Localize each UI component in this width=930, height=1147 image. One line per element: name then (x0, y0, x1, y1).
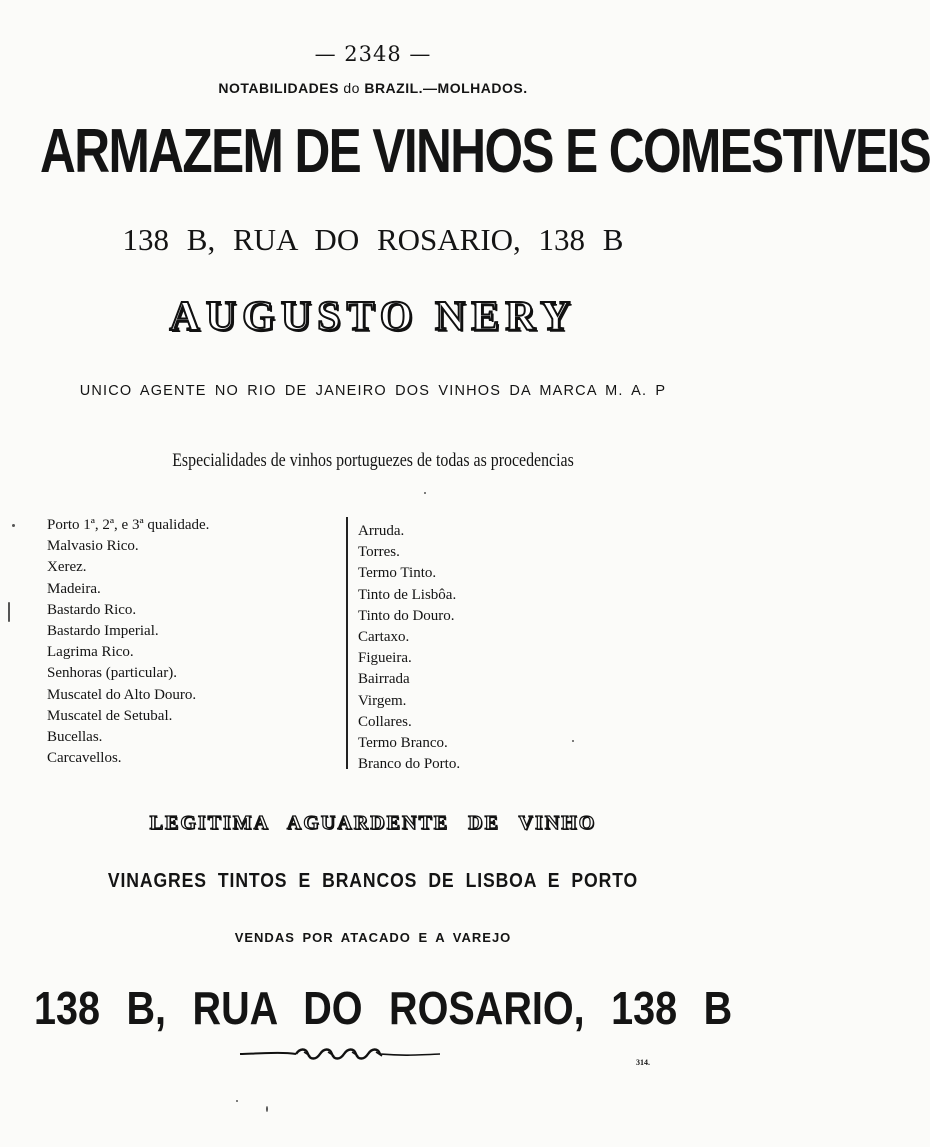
paper-speck (266, 1106, 268, 1112)
list-item: Muscatel do Alto Douro. (47, 686, 197, 703)
address-bottom-container (34, 980, 733, 1040)
list-item: Bastardo Imperial. (47, 622, 159, 639)
subtitle-part-3: BRAZIL.—MOLHADOS. (364, 80, 528, 96)
list-item: Torres. (358, 544, 400, 561)
paper-speck (236, 1100, 238, 1102)
list-item: Muscatel de Setubal. (47, 707, 173, 724)
headline: ARMAZEM DE VINHOS E COMESTIVEIS (40, 117, 930, 186)
list-item: Bairrada (358, 671, 410, 688)
list-item: Madeira. (47, 580, 101, 597)
paper-speck (572, 740, 574, 742)
ornament-divider-icon (238, 1042, 442, 1066)
list-item: Bastardo Rico. (47, 601, 137, 618)
list-item: Bucellas. (47, 728, 103, 745)
list-item: Senhoras (particular). (47, 665, 177, 682)
list-item: Porto 1ª, 2ª, e 3ª qualidade. (47, 517, 210, 533)
vendas-line: VENDAS POR ATACADO E A VAREJO (234, 930, 512, 945)
agent-line: UNICO AGENTE NO RIO DE JANEIRO DOS VINHOS DA MARCA M. A. P (79, 383, 667, 399)
wine-list-right (358, 521, 460, 775)
list-item: Tinto do Douro. (358, 607, 455, 624)
list-item: Xerez. (47, 559, 87, 576)
section-subtitle (0, 80, 746, 96)
address-bottom: 138 B, RUA DO ROSARIO, 138 B (34, 982, 733, 1034)
list-item: Carcavellos. (47, 750, 122, 767)
address-top: 138 B, RUA DO ROSARIO, 138 B (122, 222, 624, 257)
vinagres-line: VINAGRES TINTOS E BRANCOS DE LISBOA E PORTO (107, 870, 639, 892)
wine-list-left (47, 515, 209, 769)
paper-speck (8, 602, 10, 622)
subtitle-part-1: NOTABILIDADES (218, 80, 339, 96)
column-divider (346, 517, 348, 769)
list-item: Figueira. (358, 650, 412, 667)
list-item: Termo Branco. (358, 734, 448, 751)
print-code: 314. (636, 1058, 650, 1067)
list-item: Collares. (358, 713, 412, 730)
page-number: — 2348 — (314, 42, 432, 66)
list-item: Cartaxo. (358, 628, 410, 645)
list-item: Lagrima Rico. (47, 644, 134, 661)
subtitle-part-2: do (343, 80, 360, 96)
list-item: Tinto de Lisbôa. (358, 586, 457, 603)
specialties-line: Especialidades de vinhos portuguezes de todas as procedencias (172, 451, 574, 471)
list-item: Termo Tinto. (358, 565, 437, 582)
paper-speck (424, 492, 426, 494)
list-item: Arruda. (358, 523, 405, 539)
paper-speck (12, 524, 15, 527)
proprietor-name: AUGUSTO NERY (169, 294, 577, 340)
list-item: Virgem. (358, 692, 407, 709)
aguardente-line: LEGITIMA AGUARDENTE DE VINHO (149, 812, 597, 834)
headline-container (40, 112, 930, 192)
list-item: Malvasio Rico. (47, 538, 139, 555)
list-item: Branco do Porto. (358, 756, 461, 773)
